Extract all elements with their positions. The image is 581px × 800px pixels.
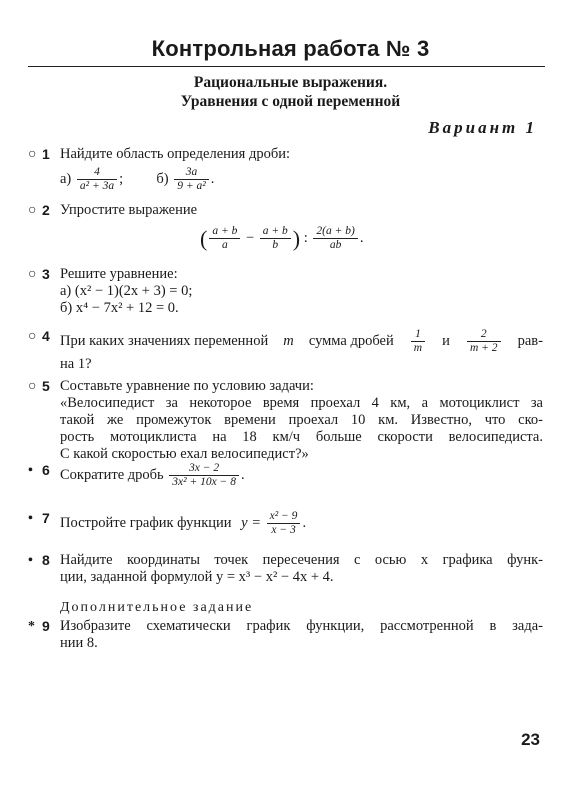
fraction: $\frac{4}{\text{a² + 3a}}$ [77, 166, 117, 193]
task-8 [28, 552, 543, 586]
task-text: Составьте уравнение по условию задачи: [60, 378, 314, 394]
task-text-line-2: нии 8. [60, 635, 98, 651]
task-number: 5 [42, 378, 50, 394]
task-number: 6 [42, 462, 50, 478]
task-6 [28, 462, 543, 489]
page-number: 23 [521, 730, 540, 749]
page-title: Контрольная работа № 3 [151, 36, 430, 61]
task-number: 4 [42, 328, 50, 344]
task-9 [28, 618, 543, 652]
task-number: 8 [42, 552, 50, 568]
quote-line: С какой скоростью ехал велосипедист?» [60, 446, 309, 462]
equation-b: б) x⁴ − 7x² + 12 = 0. [60, 300, 179, 316]
task-text: Упростите выражение [60, 202, 198, 218]
task-number: 7 [42, 510, 50, 526]
topic-line-2: Уравнения с одной переменной [180, 93, 401, 110]
variant-label: Вариант 1 [428, 118, 537, 137]
task-1 [28, 146, 543, 193]
task-marker: ○ [28, 379, 37, 394]
task-text: Изобразите схематически график функции, рассмотренной в зада- [60, 618, 543, 634]
task-number: 1 [42, 146, 50, 162]
task-text: Найдите координаты точек пересечения с осью x графика функ- [60, 552, 543, 568]
task-2 [28, 202, 543, 252]
task-4 [28, 328, 543, 373]
task-marker: ○ [28, 267, 37, 282]
task-text: Решите уравнение: [60, 266, 178, 282]
quote-line: «Велосипедист за некоторое время проехал 4 км, а мотоциклист за [60, 395, 543, 411]
topic-line-1: Рациональные выражения. [193, 74, 388, 91]
task-7 [28, 510, 543, 537]
task-parts: а) $\frac{4}{\text{a² + 3a}}$ ; б) $\frac{3a}{\text{9 + a²}}$ . [60, 166, 215, 192]
title-rule [28, 66, 545, 67]
task-marker: ○ [28, 329, 37, 344]
task-number: 3 [42, 266, 50, 282]
task-text-line-2: на 1? [60, 356, 92, 372]
task-number: 9 [42, 618, 50, 634]
additional-task-heading: Дополнительное задание [60, 600, 254, 615]
task-text: Найдите область определения дроби: [60, 146, 290, 162]
quote-line: рость мотоциклиста на 18 км/ч больше скорости велосипедиста. [60, 429, 543, 445]
task-marker: ○ [28, 203, 37, 218]
task-marker: * [28, 619, 35, 634]
quote-line: такой же промежуток времени проехал 10 км. Известно, что ско- [60, 412, 543, 428]
task-text-line-2: ции, заданной формулой y = x³ − x² − 4x + 4. [60, 569, 334, 585]
task-number: 2 [42, 202, 50, 218]
fraction: $\frac{3a}{\text{9 + a²}}$ [174, 166, 208, 193]
task-marker: • [28, 553, 33, 568]
task-5 [28, 378, 543, 463]
equation-a: а) (x² − 1)(2x + 3) = 0; [60, 283, 193, 299]
task-marker: ○ [28, 147, 37, 162]
expression: ( $\frac{a + b}{a}$ − $\frac{a + b}{b}$ ) : $\frac{2(a + b)}{ab}$ . [200, 225, 364, 251]
task-3 [28, 266, 543, 317]
task-marker: • [28, 511, 33, 526]
task-text: Постройте график функции y = $\frac{\text{x² − 9}}{x - 3}$ . [60, 510, 307, 536]
task-marker: • [28, 463, 33, 478]
task-text: При каких значениях переменной m сумма дробей $\frac{1}{m}$ и $\frac{2}{m + 2}$ рав- [60, 328, 543, 354]
task-text: Сократите дробь $\frac{3x - 2}{\text{3x² + 10x − 8}}$ . [60, 462, 245, 488]
